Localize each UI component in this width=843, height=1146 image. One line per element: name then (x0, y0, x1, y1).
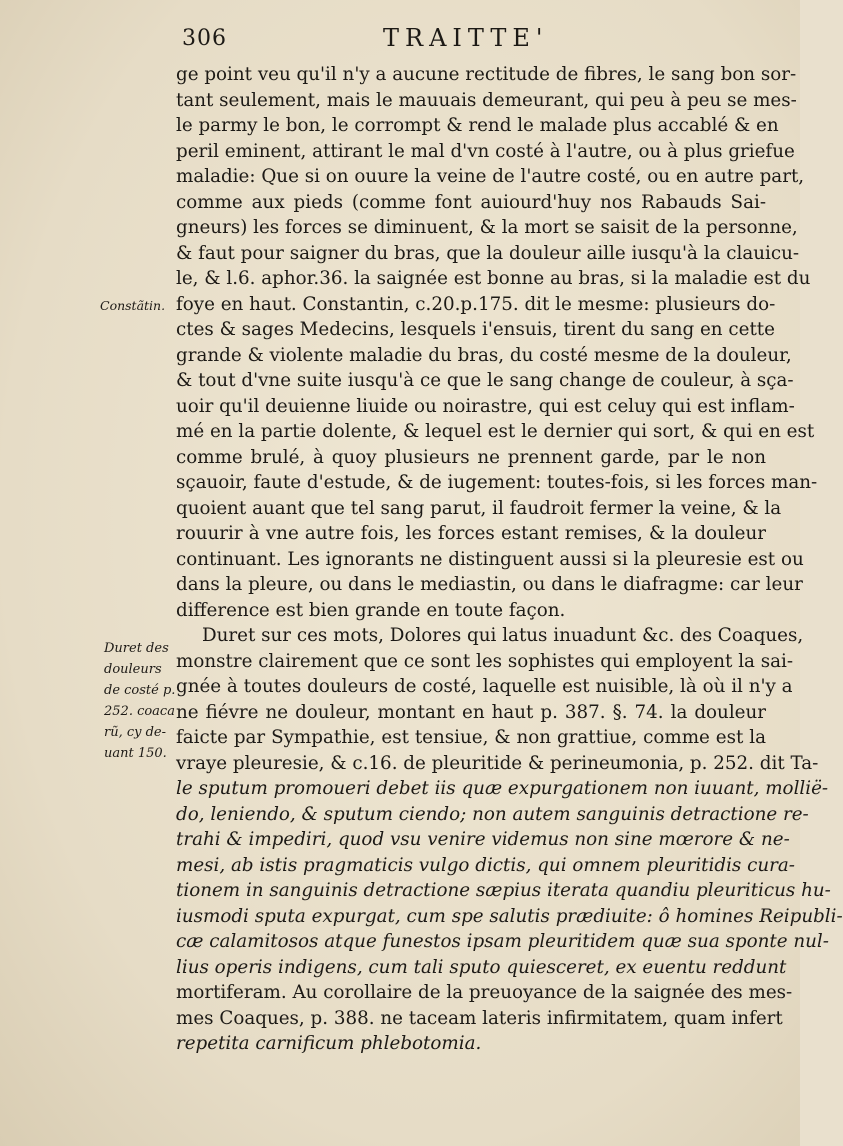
text-line: & tout d'vne suite iusqu'à ce que le sang change de couleur, à sça- (176, 370, 794, 391)
margin-note-line: Duret des (104, 641, 169, 656)
text-line: mé en la partie dolente, & lequel est le dernier qui sort, & qui en est (176, 421, 815, 442)
text-line: repetita carnificum phlebotomia. (176, 1033, 482, 1054)
text-line: iusmodi sputa expurgat, cum spe salutis prædiuite: ô homines Reipubli- (176, 905, 843, 927)
margin-note-line: 252. coaca (104, 704, 175, 719)
text-line: comme brulé, à quoy plusieurs ne prennent garde, par le non (176, 446, 766, 468)
text-line: uoir qu'il deuienne liuide ou noirastre, qui est celuy qui est inflam- (176, 395, 795, 417)
margin-note-line: uant 150. (104, 746, 167, 761)
text-line: le sputum promoueri debet iis quæ expurgationem non iuuant, mollië- (176, 778, 829, 799)
margin-note-constantin (100, 298, 165, 314)
text-line: mes Coaques, p. 388. ne taceam lateris infirmitatem, quam infert (176, 1007, 783, 1029)
text-line: faicte par Sympathie, est tensiue, & non grattiue, comme est la (176, 727, 766, 748)
margin-note-line: Constãtin. (100, 298, 166, 313)
text-line: continuant. Les ignorants ne distinguent aussi si la pleuresie est ou (176, 548, 804, 570)
text-line: grande & violente maladie du bras, du costé mesme de la douleur, (176, 344, 792, 366)
text-line: comme aux pieds (comme font auiourd'huy nos Rabauds Sai- (176, 191, 766, 213)
margin-note-line: de costé p. (104, 683, 176, 698)
text-line: monstre clairement que ce sont les sophistes qui employent la sai- (176, 650, 794, 672)
text-line: & faut pour saigner du bras, que la douleur aille iusqu'à la clauicu- (176, 242, 800, 264)
text-line: mortiferam. Au corollaire de la preuoyance de la saignée des mes- (176, 982, 793, 1003)
text-line: quoient auant que tel sang parut, il faudroit fermer la veine, & la (176, 497, 782, 519)
text-line: gnée à toutes douleurs de costé, laquelle est nuisible, là où il n'y a (176, 676, 793, 697)
text-line: mesi, ab istis pragmaticis vulgo dictis, qui omnem pleuritidis cura- (176, 854, 795, 876)
text-line: le, & l.6. aphor.36. la saignée est bonne au bras, si la maladie est du (176, 268, 811, 289)
text-line: gneurs) les forces se diminuent, & la mort se saisit de la personne, (176, 217, 798, 238)
text-line: tant seulement, mais le mauuais demeurant, qui peu à peu se mes- (176, 89, 797, 111)
margin-note-line: rũ, cy de- (104, 725, 167, 740)
text-line: trahi & impediri, quod vsu venire videmus non sine mœrore & ne- (176, 829, 790, 850)
text-line: ge point veu qu'il n'y a aucune rectitude de fibres, le sang bon sor- (176, 64, 797, 85)
text-line: maladie: Que si on ouure la veine de l'autre costé, ou en autre part, (176, 166, 805, 187)
text-line: le parmy le bon, le corrompt & rend le malade plus accablé & en (176, 115, 779, 136)
main-text-block (176, 62, 843, 1057)
text-line: cæ calamitosos atque funestos ipsam pleuritidem quæ sua sponte nul- (176, 931, 829, 952)
text-line: lius operis indigens, cum tali sputo quiesceret, ex euentu reddunt (176, 956, 787, 978)
margin-note-line: douleurs (104, 662, 162, 677)
text-line: ctes & sages Medecins, lesquels i'ensuis, tirent du sang en cette (176, 319, 775, 340)
page-number: 306 (182, 26, 227, 51)
page-header (178, 22, 768, 56)
text-line: rouurir à vne autre fois, les forces estant remises, & la douleur (176, 523, 766, 544)
text-line: foye en haut. Constantin, c.20.p.175. dit le mesme: plusieurs do- (176, 293, 776, 315)
text-line: difference est bien grande en toute façon. (176, 599, 566, 621)
text-line: Duret sur ces mots, Dolores qui latus inuadunt &c. des Coaques, (202, 625, 804, 646)
running-title: TRAITTE' (383, 24, 549, 52)
text-line: ne fiévre ne douleur, montant en haut p. 387. §. 74. la douleur (176, 701, 766, 723)
text-line: tionem in sanguinis detractione sæpius iterata quandiu pleuriticus hu- (176, 880, 831, 901)
text-line: vraye pleuresie, & c.16. de pleuritide & perineumonia, p. 252. dit Ta- (176, 752, 819, 774)
text-line: peril eminent, attirant le mal d'vn costé à l'autre, ou à plus griefue (176, 140, 795, 162)
margin-note-duret (104, 638, 175, 764)
text-line: dans la pleure, ou dans le mediastin, ou dans le diafragme: car leur (176, 574, 803, 595)
text-line: do, leniendo, & sputum ciendo; non autem sanguinis detractione re- (176, 803, 809, 825)
text-line: sçauoir, faute d'estude, & de iugement: toutes-fois, si les forces man- (176, 472, 818, 493)
